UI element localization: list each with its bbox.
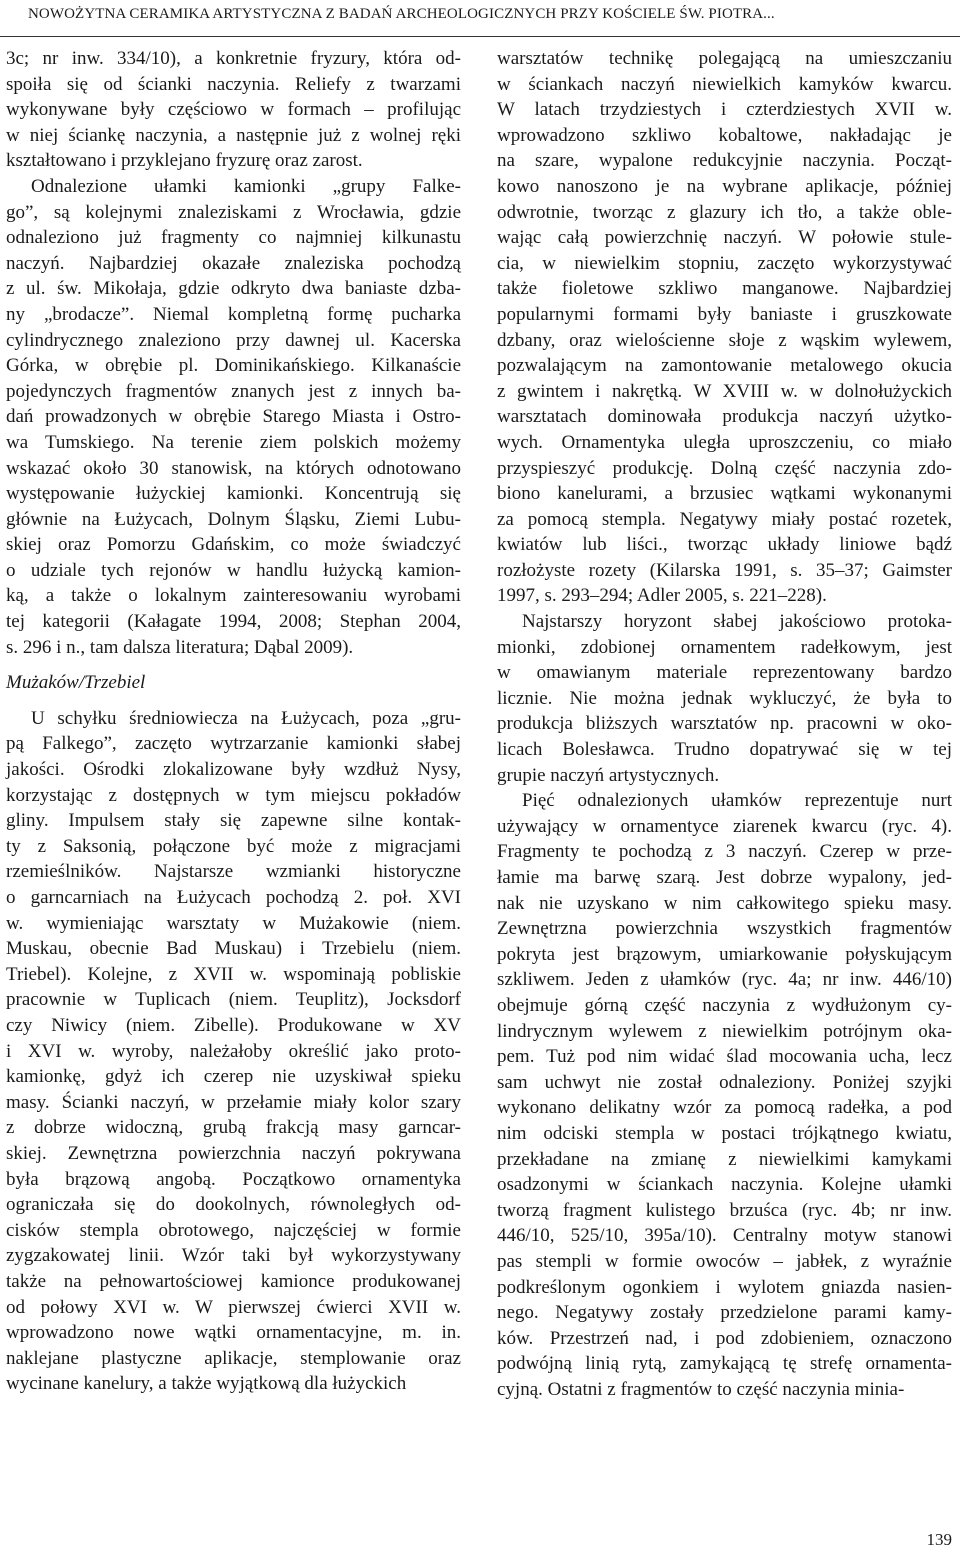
- text-line: w. wymieniając warsztaty w Mużakowie (niem.: [6, 912, 461, 934]
- text-line: warsztatów technikę polegającą na umieszczaniu: [497, 48, 952, 69]
- text-line: kształtowano i przyklejano fryzurę oraz zarost.: [6, 150, 363, 172]
- text-line: produkcja bliższych warsztatów np. pracowni w oko-: [497, 713, 952, 735]
- text-line: Pięć odnalezionych ułamków reprezentuje nurt: [522, 790, 952, 812]
- text-line: go”, są kolejnymi znaleziskami z Wrocławia, gdzie: [6, 201, 461, 223]
- text-line: tworzą fragment kulistego brzuśca (ryc. 4b; nr inw.: [497, 1199, 952, 1221]
- text-line: wając całą powierzchnię naczyń. W połowie stule-: [497, 227, 952, 249]
- paragraph: [6, 174, 461, 660]
- text-line: ką, a także o lokalnym zainteresowaniu wyrobami: [6, 585, 461, 607]
- text-line: masy. Ścianki naczyń, w przełamie miały kolor szary: [6, 1091, 461, 1113]
- text-line: wykonywane były częściowo w formach – profilując: [6, 99, 461, 121]
- text-line: używający w ornamentyce ziarenek kwarcu (ryc. 4).: [497, 815, 952, 837]
- paragraph: [6, 46, 461, 174]
- text-line: popularnymi formami były baniaste i gruszkowate: [497, 303, 952, 325]
- text-line: odnaleziono już fragmenty co najmniej kilkunastu: [6, 227, 461, 249]
- right-column: [497, 46, 952, 1402]
- text-line: nak nie uzyskano w nim całkowitego spieku masy.: [497, 892, 952, 914]
- text-line: szkliwem. Jeden z ułamków (ryc. 4a; nr inw. 446/10): [497, 969, 952, 991]
- text-line: 1997, s. 293–294; Adler 2005, s. 221–228).: [497, 585, 827, 607]
- text-line: Najstarszy horyzont słabej jakościowo protoka-: [522, 611, 952, 633]
- text-line: obejmuje górną część naczynia z wydłużonym cy-: [497, 994, 952, 1016]
- text-line: pozwalającym na zamontowanie metalowego okucia: [497, 355, 952, 377]
- paragraph: [497, 788, 952, 1402]
- text-line: wykonano delikatny wzór za pomocą radełka, a pod: [497, 1097, 952, 1119]
- paragraph: [6, 706, 461, 1397]
- text-line: Odnalezione ułamki kamionki „grupy Falke-: [31, 175, 461, 197]
- text-line: dań prowadzonych w obrębie Starego Miasta i Ostro-: [6, 406, 461, 428]
- text-line: występowanie łużyckiej kamionki. Koncentrują się: [6, 483, 461, 505]
- text-line: cisków stempla obrotowego, najczęściej w formie: [6, 1219, 461, 1241]
- text-line: Triebel). Kolejne, z XVII w. wspominają pobliskie: [6, 963, 461, 985]
- text-line: z dobrze widoczną, grubą frakcją masy garncar-: [6, 1117, 461, 1139]
- text-line: o udziale tych rejonów w handlu łużycką kamion-: [6, 559, 461, 581]
- text-line: w ściankach naczyń niewielkich kamyków kwarcu.: [497, 73, 952, 95]
- text-line: wycinane kanelury, a także wyjątkową dla łużyckich: [6, 1373, 407, 1395]
- running-head: NOWOŻYTNA CERAMIKA ARTYSTYCZNA Z BADAŃ ARCHEOLOGICZNYCH PRZY KOŚCIELE ŚW. PIOTRA...: [28, 6, 775, 22]
- text-line: podwójną linią rytą, zamykającą tę strefę ornamenta-: [497, 1353, 952, 1375]
- text-line: pem. Tuż pod nim widać ślad mocowania ucha, lecz: [497, 1046, 952, 1068]
- text-line: licznie. Nie można jednak wykluczyć, że była to: [497, 687, 952, 709]
- text-line: przyspieszyć produkcję. Dolną część naczynia zdo-: [497, 457, 952, 479]
- text-line: wprowadzono nowe wątki ornamentacyjne, m. in.: [6, 1322, 461, 1344]
- text-line: 446/10, 525/10, 395a/10). Centralny motyw stanowi: [497, 1225, 952, 1247]
- text-line: lindrycznym wylewem z niewielkim potrójnym oka-: [497, 1020, 952, 1042]
- text-line: osadzonymi w ściankach naczynia. Kolejne ułamki: [497, 1174, 952, 1196]
- text-line: ny „brodacze”. Niemal kompletną formę pucharka: [6, 303, 461, 325]
- text-line: U schyłku średniowiecza na Łużycach, poza „gru-: [31, 707, 461, 729]
- text-line: od połowy XVI w. W pierwszej ćwierci XVII w.: [6, 1296, 461, 1318]
- text-line: mionki, zdobionej ornamentem radełkowym, jest: [497, 636, 952, 658]
- text-line: jakości. Ośrodki zlokalizowane były wzdłuż Nysy,: [6, 759, 461, 781]
- text-line: za pomocą stempla. Negatywy miały postać rozetek,: [497, 508, 952, 530]
- text-line: nego. Negatywy zostały przedzielone parami kamy-: [497, 1302, 952, 1324]
- text-line: biono kanelurami, a brzusiec wątkami wykonanymi: [497, 483, 952, 505]
- text-line: ograniczała się do dookolnych, równoległych od-: [6, 1194, 461, 1216]
- text-line: licach Bolesławca. Trudno dopatrywać się w tej: [497, 739, 952, 761]
- text-line: pokryta jest brązowym, umiarkowanie połyskującym: [497, 943, 952, 965]
- text-line: w niej ściankę naczynia, a następnie już z wolnej ręki: [6, 124, 461, 146]
- text-line: cyjną. Ostatni z fragmentów to część naczynia minia-: [497, 1378, 905, 1400]
- text-line: wych. Ornamentyka uległa uproszczeniu, co miało: [497, 431, 952, 453]
- text-line: w omawianym materiale reprezentowany bardzo: [497, 662, 952, 684]
- text-line: grupie naczyń artystycznych.: [497, 764, 720, 786]
- text-line: z ul. św. Mikołaja, gdzie odkryto dwa baniaste dzba-: [6, 278, 461, 300]
- text-line: W latach trzydziestych i czterdziestych XVII w.: [497, 99, 952, 121]
- text-line: gliny. Impulsem stały się zapewne silne kontak-: [6, 810, 461, 832]
- paragraph: [497, 609, 952, 788]
- left-column: [6, 46, 461, 1397]
- spacer: [6, 696, 461, 706]
- spacer: [6, 660, 461, 670]
- text-line: tej kategorii (Kałagate 1994, 2008; Stephan 2004,: [6, 611, 461, 633]
- text-line: o garncarniach na Łużycach pochodzą 2. poł. XVI: [6, 887, 461, 908]
- text-line: nim odciski stempla w postaci trójkątnego kwiatu,: [497, 1122, 952, 1144]
- text-line: korzystając z dostępnych w tym miejscu pokładów: [6, 784, 461, 806]
- text-line: 3c; nr inw. 334/10), a konkretnie fryzury, która od-: [6, 48, 461, 69]
- page-number: 139: [926, 1530, 952, 1549]
- text-line: kwiatów lub liści., tworząc układy liniowe bądź: [497, 534, 952, 556]
- section-heading: Mużaków/Trzebiel: [6, 672, 146, 694]
- text-line: była brązową angobą. Początkowo ornamentyka: [6, 1168, 461, 1190]
- text-line: łamie ma barwę szarą. Jest dobrze wypalony, jed-: [497, 867, 952, 888]
- text-line: także na pełnowartościowej kamionce produkowanej: [6, 1270, 461, 1292]
- text-line: skiej. Zewnętrzna powierzchnia naczyń pokrywana: [6, 1142, 461, 1164]
- text-line: podkreślonym ogonkiem i wylotem gniazda nasien-: [497, 1276, 952, 1298]
- text-line: odwrotnie, tworząc z glazury ich tło, a także oble-: [497, 201, 952, 223]
- text-line: ków. Przestrzeń nad, i pod zdobieniem, oznaczono: [497, 1327, 952, 1349]
- text-line: czy Niwicy (niem. Zibelle). Produkowane w XV: [6, 1014, 461, 1036]
- text-line: cia, w niewielkim stopniu, zaczęto wykorzystywać: [497, 252, 952, 274]
- text-line: rzemieślników. Najstarsze wzmianki historyczne: [6, 861, 461, 883]
- text-line: pas stempli w formie owoców – jabłek, z wyraźnie: [497, 1250, 952, 1272]
- text-line: głównie na Łużycach, Dolnym Śląsku, Ziemi Lubu-: [6, 508, 461, 530]
- text-line: rozłożyste rozety (Kilarska 1991, s. 35–37; Gaimster: [497, 559, 952, 581]
- text-line: Zewnętrzna powierzchnia wszystkich fragmentów: [497, 918, 952, 940]
- text-line: skiej oraz Pomorzu Gdańskim, co może świadczyć: [6, 534, 461, 556]
- text-line: Fragmenty te pochodzą z 3 naczyń. Czerep w prze-: [497, 841, 952, 863]
- header-rule: [0, 36, 960, 37]
- text-line: dzbany, oraz wielościenne słoje z wąskim wylewem,: [497, 329, 952, 351]
- text-line: wa Tumskiego. Na terenie ziem polskich możemy: [6, 431, 461, 453]
- text-line: z gwintem i nakrętką. W XVIII w. w dolnołużyckich: [497, 380, 952, 402]
- text-line: zygzakowatej linii. Wzór taki był wykorzystywany: [6, 1245, 461, 1267]
- text-line: naklejane plastyczne aplikacje, stemplowanie oraz: [6, 1347, 461, 1369]
- paragraph: [497, 46, 952, 609]
- text-line: pojedynczych fragmentów znanych jest z innych ba-: [6, 380, 461, 402]
- text-line: s. 296 i n., tam dalsza literatura; Dąbal 2009).: [6, 636, 354, 658]
- text-line: pracownie w Tuplicach (niem. Teuplitz), Jocksdorf: [6, 989, 461, 1011]
- text-line: wskazać około 30 stanowisk, na których odnotowano: [6, 457, 461, 479]
- text-line: cylindrycznego znaleziono przy dawnej ul. Kacerska: [6, 329, 461, 351]
- text-line: wprowadzono szkliwo kobaltowe, nakładając je: [497, 124, 952, 146]
- text-line: naczyń. Najbardziej okazałe znaleziska pochodzą: [6, 252, 461, 274]
- text-line: i XVI w. wyroby, należałoby określić jako proto-: [6, 1040, 461, 1062]
- text-line: Muskau, obecnie Bad Muskau) i Trzebielu (niem.: [6, 938, 461, 960]
- text-line: przekładane na zmianę z niewielkimi kamykami: [497, 1148, 952, 1170]
- text-line: na szare, wypalone redukcyjnie naczynia. Począt-: [497, 150, 952, 172]
- text-line: sam uchwyt nie został odnaleziony. Poniżej szyjki: [497, 1071, 952, 1093]
- text-line: warsztatach dominowała produkcja naczyń użytko-: [497, 406, 952, 428]
- text-line: Górka, w obrębie pl. Dominikańskiego. Kilkanaście: [6, 355, 461, 377]
- text-line: ty z Saksonią, połączone być może z migracjami: [6, 835, 461, 857]
- text-line: kamionkę, gdyż ich czerep nie uzyskiwał spieku: [6, 1066, 461, 1088]
- text-line: kowo nanoszono je na wybrane aplikacje, później: [497, 175, 952, 197]
- text-line: spoiła się od ścianki naczynia. Reliefy z twarzami: [6, 73, 461, 95]
- text-line: pą Falkego”, zaczęto wytrzarzanie kamionki słabej: [6, 733, 461, 755]
- text-line: także fioletowe szkliwo manganowe. Najbardziej: [497, 278, 952, 300]
